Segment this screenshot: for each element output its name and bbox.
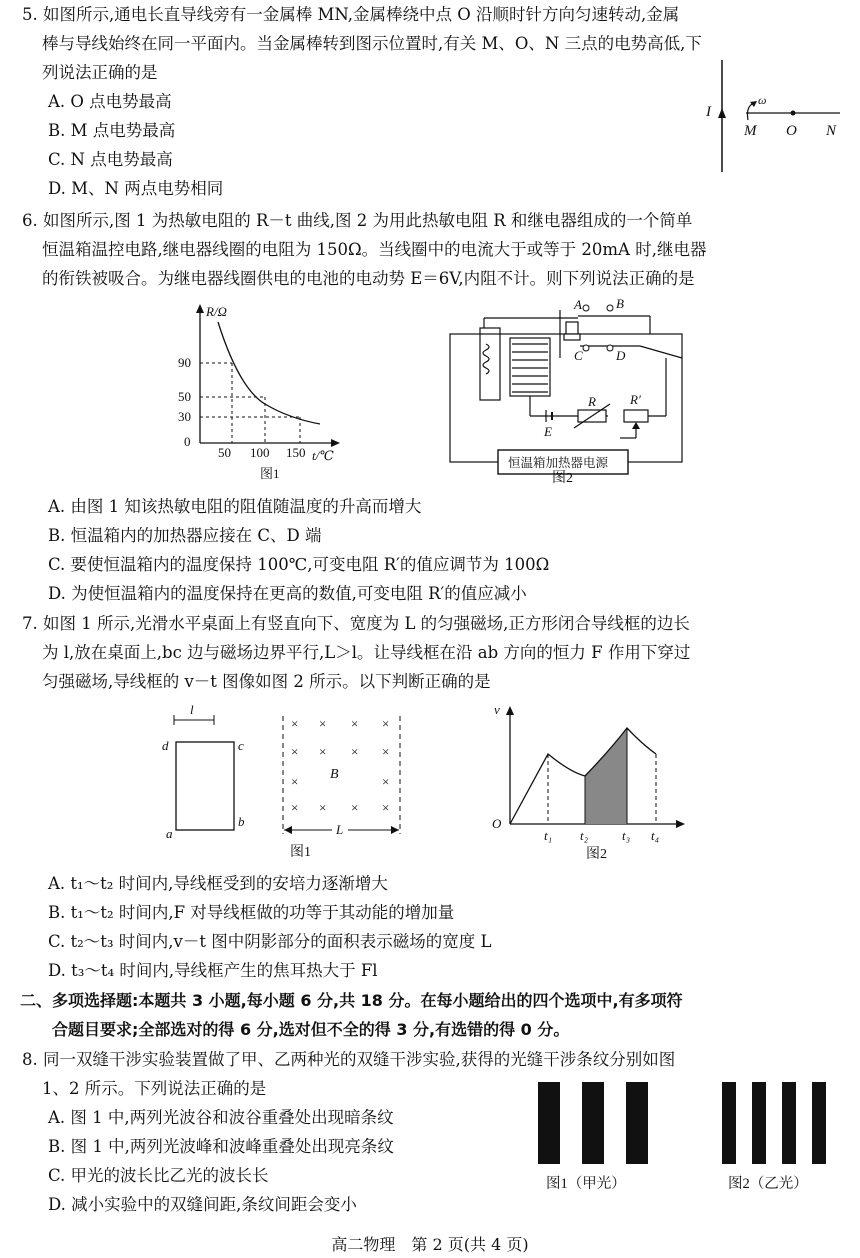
q7-fig1-caption: 图1 <box>290 845 311 860</box>
q6-option-c: C. 要使恒温箱内的温度保持 100℃,可变电阻 R′的值应调节为 100Ω <box>48 555 550 574</box>
q5-option-a: A. O 点电势最高 <box>48 92 172 111</box>
shaded-area <box>585 728 627 824</box>
contact-block-1 <box>566 322 578 334</box>
q7-option-d: D. t₃～t₄ 时间内,导线框产生的焦耳热大于 Fl <box>48 961 378 980</box>
m-label: M <box>744 123 757 139</box>
terminal-d-label: D <box>616 348 626 363</box>
section2-heading-line-1: 二、多项选择题:本题共 3 小题,每小题 6 分,共 18 分。在每小题给出的四个选项中,有多项符 <box>20 991 683 1010</box>
x-tick-50: 50 <box>218 445 231 460</box>
q8-stem-line-1: 8. 同一双缝干涉实验装置做了甲、乙两种光的双缝干涉实验,获得的光缝干涉条纹分别如图 <box>22 1050 676 1069</box>
q6-option-d: D. 为使恒温箱内的温度保持在更高的数值,可变电阻 R′的值应减小 <box>48 584 527 603</box>
corner-c: c <box>238 738 244 753</box>
svg-text:×: × <box>291 716 299 731</box>
fig1-caption: 图1 <box>260 466 280 481</box>
q7-stem-line-2: 为 l,放在桌面上,bc 边与磁场边界平行,L＞l。让导线框在沿 ab 方向的恒力 F 作用下穿过 <box>42 643 691 662</box>
q8-option-b: B. 图 1 中,两列光波峰和波峰重叠处出现亮条纹 <box>48 1137 394 1156</box>
svg-text:×: × <box>319 744 327 759</box>
terminal-b-label: B <box>616 296 624 311</box>
q8-option-c: C. 甲光的波长比乙光的波长长 <box>48 1166 269 1185</box>
q6-stem-line-1: 6. 如图所示,图 1 为热敏电阻的 R－t 曲线,图 2 为用此热敏电阻 R 和继电器组成的一个简单 <box>22 211 693 230</box>
q6-stem-line-2: 恒温箱温控电路,继电器线圈的电阻为 150Ω。当线圈中的电流大于或等于 20mA 时,继电器 <box>42 240 707 259</box>
x-tick-100: 100 <box>250 445 270 460</box>
battery-label: E <box>544 424 552 439</box>
svg-text:×: × <box>291 800 299 815</box>
l-label: l <box>190 702 194 717</box>
y-tick-50: 50 <box>178 389 191 404</box>
svg-text:×: × <box>351 744 359 759</box>
y-tick-90: 90 <box>178 355 191 370</box>
o-label: O <box>786 123 797 139</box>
q5-option-b: B. M 点电势最高 <box>48 121 176 140</box>
heater-label: 恒温箱加热器电源 <box>508 456 609 470</box>
rod-center-dot <box>791 111 796 116</box>
svg-text:×: × <box>291 774 299 789</box>
q7-stem-line-3: 匀强磁场,导线框的 v－t 图像如图 2 所示。以下判断正确的是 <box>42 672 491 691</box>
q5-option-c: C. N 点电势最高 <box>48 150 173 169</box>
fringes-jia <box>538 1082 648 1164</box>
y-tick-0: 0 <box>184 434 191 449</box>
corner-d: d <box>162 738 169 753</box>
section2-heading-line-2: 合题目要求;全部选对的得 6 分,选对但不全的得 3 分,有选错的得 0 分。 <box>52 1020 570 1039</box>
svg-text:×: × <box>382 716 390 731</box>
q5-stem-line-1: 5. 如图所示,通电长直导线旁有一金属棒 MN,金属棒绕中点 O 沿顺时针方向匀速转动,金属 <box>22 5 680 24</box>
svg-text:×: × <box>351 800 359 815</box>
q7-fig2-caption: 图2 <box>586 847 607 862</box>
b-label: B <box>330 767 339 782</box>
slider-arrow <box>632 422 640 429</box>
fringes-yi <box>722 1082 826 1164</box>
coil-turns <box>512 344 548 392</box>
q8-option-a: A. 图 1 中,两列光波谷和波谷重叠处出现暗条纹 <box>48 1108 394 1127</box>
current-label: I <box>706 104 711 120</box>
t4-label: t₄ <box>651 828 660 843</box>
svg-text:×: × <box>382 744 390 759</box>
rt-curve <box>218 322 320 424</box>
rheostat-Rp <box>624 410 648 422</box>
v-label: v <box>494 702 500 717</box>
x-tick-150: 150 <box>286 445 306 460</box>
fig2-caption: 图2 <box>552 471 573 486</box>
n-label: N <box>826 123 837 139</box>
y-axis-arrow <box>196 304 204 313</box>
contact-block-2 <box>564 334 580 340</box>
t1-label: t₁ <box>544 828 553 843</box>
q7-option-c: C. t₂～t₃ 时间内,v－t 图中阴影部分的面积表示磁场的宽度 L <box>48 932 492 951</box>
outer-circuit-loop <box>450 334 682 462</box>
thermistor-label: R <box>588 394 596 409</box>
q6-fig2-circuit <box>440 298 690 493</box>
y-axis-label: R/Ω <box>206 304 227 319</box>
svg-text:×: × <box>382 800 390 815</box>
guide-lines <box>200 363 300 443</box>
q8-stem-line-2: 1、2 所示。下列说法正确的是 <box>42 1079 267 1098</box>
q7-option-b: B. t₁～t₂ 时间内,F 对导线框做的功等于其动能的增加量 <box>48 903 455 922</box>
relay-spring <box>483 344 489 374</box>
q6-fig1-rt-curve <box>170 300 350 490</box>
q7-option-a: A. t₁～t₂ 时间内,导线框受到的安培力逐渐增大 <box>48 874 388 893</box>
square-frame <box>176 742 234 830</box>
q5-figure <box>700 60 850 175</box>
q7-fig2-vt-graph <box>480 700 690 868</box>
q5-option-d: D. M、N 两点电势相同 <box>48 179 224 198</box>
terminal-a-label: A <box>574 297 582 312</box>
q8-option-d: D. 减小实验中的双缝间距,条纹间距会变小 <box>48 1195 357 1214</box>
current-arrow <box>718 108 726 118</box>
rheostat-label: R′ <box>630 392 641 407</box>
x-axis-label: t/℃ <box>312 448 334 463</box>
svg-text:×: × <box>291 744 299 759</box>
q8-fringe-figure <box>530 1082 850 1200</box>
corner-b: b <box>238 814 245 829</box>
terminal-c-label: C <box>574 348 583 363</box>
page-footer: 高二物理 第 2 页(共 4 页) <box>331 1235 529 1254</box>
field-crosses <box>291 716 389 815</box>
q6-stem-line-3: 的衔铁被吸合。为继电器线圈供电的电池的电动势 E＝6V,内阻不计。则下列说法正确的是 <box>42 269 695 288</box>
q7-stem-line-1: 7. 如图 1 所示,光滑水平桌面上有竖直向下、宽度为 L 的匀强磁场,正方形闭合导线框的边长 <box>22 614 690 633</box>
omega-label: ω <box>758 93 767 107</box>
x-axis-arrow <box>331 439 340 447</box>
svg-text:×: × <box>319 800 327 815</box>
rotation-arc <box>748 104 753 120</box>
t2-label: t₂ <box>580 828 589 843</box>
svg-text:×: × <box>382 774 390 789</box>
t3-label: t₃ <box>622 828 631 843</box>
q8-caption-2: 图2（乙光） <box>728 1176 808 1192</box>
origin-label: O <box>492 816 502 831</box>
svg-text:×: × <box>351 716 359 731</box>
y-tick-30: 30 <box>178 409 191 424</box>
L-label: L <box>336 822 344 837</box>
q6-option-a: A. 由图 1 知该热敏电阻的阻值随温度的升高而增大 <box>48 497 422 516</box>
svg-text:×: × <box>319 716 327 731</box>
q6-option-b: B. 恒温箱内的加热器应接在 C、D 端 <box>48 526 322 545</box>
q5-stem-line-3: 列说法正确的是 <box>42 63 158 82</box>
corner-a: a <box>166 826 173 841</box>
q7-fig1-field <box>158 702 418 866</box>
q5-stem-line-2: 棒与导线始终在同一平面内。当金属棒转到图示位置时,有关 M、O、N 三点的电势高低,下 <box>42 34 702 53</box>
q8-caption-1: 图1（甲光） <box>546 1176 626 1192</box>
relay-coil-core <box>510 338 550 396</box>
vt-curve <box>510 728 656 824</box>
